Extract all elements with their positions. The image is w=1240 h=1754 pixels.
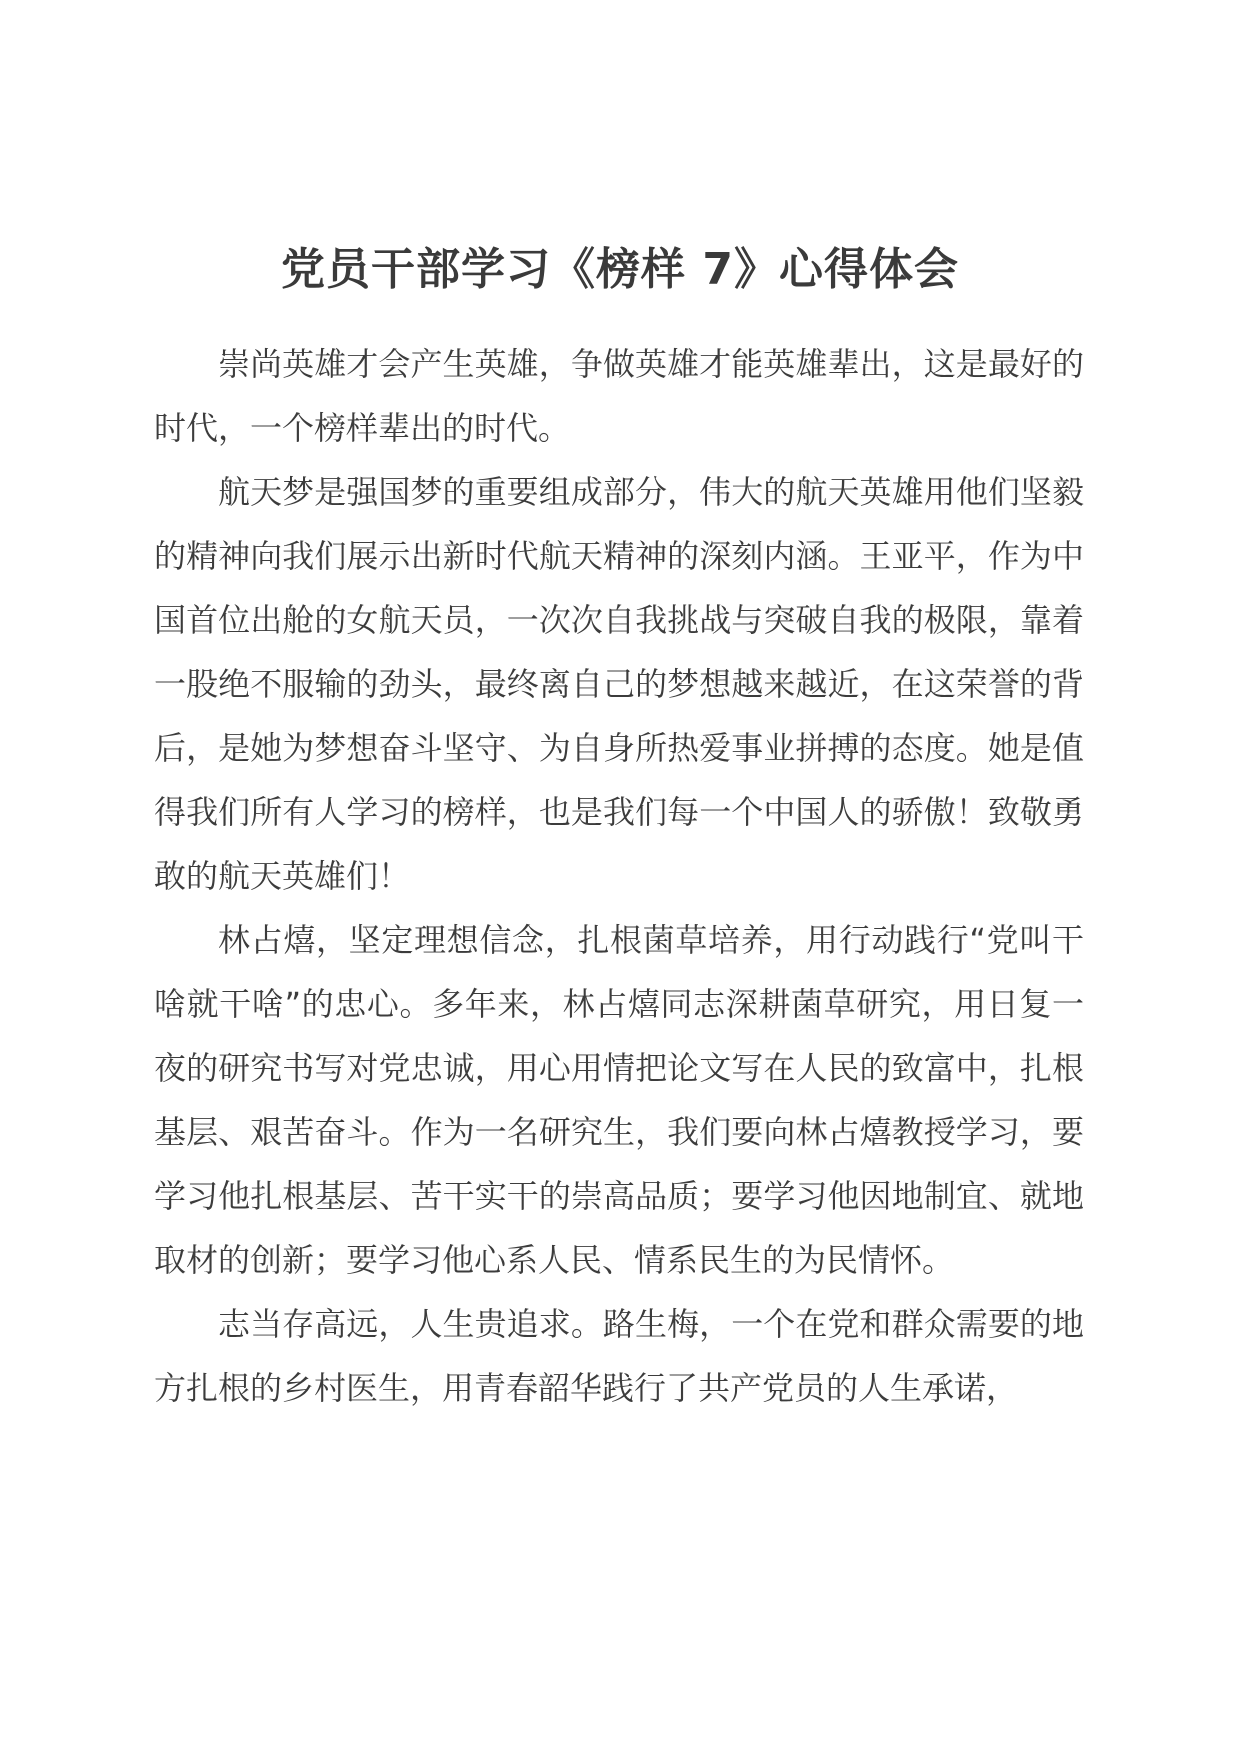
document-title: 党员干部学习《榜样 7》心得体会 bbox=[281, 244, 959, 295]
paragraph: 崇尚英雄才会产生英雄，争做英雄才能英雄辈出，这是最好的时代，一个榜样辈出的时代。 bbox=[154, 345, 1084, 447]
paragraph: 航天梦是强国梦的重要组成部分，伟大的航天英雄用他们坚毅的精神向我们展示出新时代航天精神的深刻内涵。王亚平，作为中国首位出舱的女航天员，一次次自我挑战与突破自我的极限，靠着一股绝不服输的劲头，最终离自己的梦想越来越近，在这荣誉的背后，是她为梦想奋斗坚守、为自身所热爱事业拼搏的态度。她是值得我们所有人学习的榜样，也是我们每一个中国人的骄傲！致敬勇敢的航天英雄们！ bbox=[154, 473, 1084, 895]
paragraph: 志当存高远，人生贵追求。路生梅，一个在党和群众需要的地方扎根的乡村医生，用青春韶华践行了共产党员的人生承诺， bbox=[154, 1305, 1084, 1407]
document-body bbox=[154, 332, 1084, 1420]
paragraph: 林占熺，坚定理想信念，扎根菌草培养，用行动践行“党叫干啥就干啥”的忠心。多年来，林占熺同志深耕菌草研究，用日复一夜的研究书写对党忠诚，用心用情把论文写在人民的致富中，扎根基层、艰苦奋斗。作为一名研究生，我们要向林占熺教授学习，要学习他扎根基层、苦干实干的崇高品质；要学习他因地制宜、就地取材的创新；要学习他心系人民、情系民生的为民情怀。 bbox=[154, 921, 1084, 1279]
